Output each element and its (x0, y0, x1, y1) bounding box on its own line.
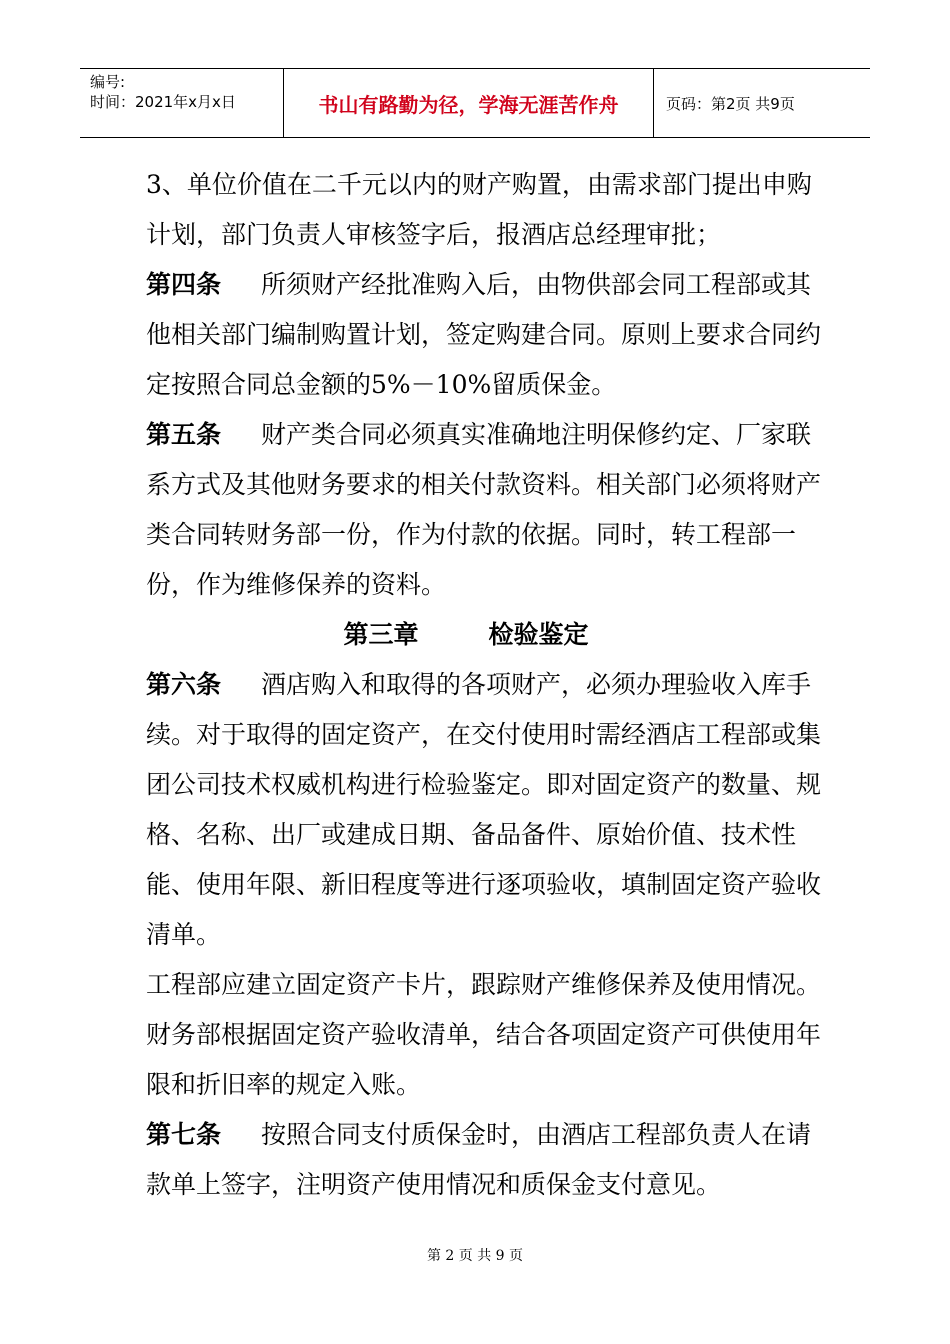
article-5-text: 财产类合同必须真实准确地注明保修约定、厂家联系方式及其他财务要求的相关付款资料。相关部门必须将财产类合同转财务部一份，作为付款的依据。同时，转工程部一份，作为维修保养的资料。 (146, 420, 822, 599)
article-6-text: 酒店购入和取得的各项财产，必须办理验收入库手续。对于取得的固定资产，在交付使用时需经酒店工程部或集团公司技术权威机构进行检验鉴定。即对固定资产的数量、规格、名称、出厂或建成日期、备品备件、原始价值、技术性能、使用年限、新旧程度等进行逐项验收，填制固定资产验收清单。 (146, 670, 822, 949)
article-4-text: 所须财产经批准购入后，由物供部会同工程部或其他相关部门编制购置计划，签定购建合同。原则上要求合同约定按照合同总金额的5%－10%留质保金。 (146, 270, 822, 399)
engineering-paragraph: 工程部应建立固定资产卡片，跟踪财产维修保养及使用情况。财务部根据固定资产验收清单，结合各项固定资产可供使用年限和折旧率的规定入账。 (146, 970, 822, 1099)
item-3-paragraph: 3、单位价值在二千元以内的财产购置，由需求部门提出申购计划，部门负责人审核签字后，报酒店总经理审批； (146, 170, 812, 249)
page-footer: 第 2 页 共 9 页 (426, 1248, 524, 1264)
article-4-label: 第四条 (146, 270, 222, 299)
article-5 (146, 410, 826, 610)
header-meta (80, 69, 284, 137)
article-7-label: 第七条 (146, 1120, 222, 1149)
chapter-title: 检验鉴定 (488, 620, 589, 649)
article-5-label: 第五条 (146, 420, 222, 449)
header-motto: 书山有路勤为径，学海无涯苦作舟 (284, 69, 654, 137)
article-7 (146, 1110, 826, 1210)
article-6 (146, 660, 826, 960)
time-label: 时间：2021年x月x日 (90, 93, 236, 111)
page-header (80, 68, 870, 138)
chapter-heading (146, 610, 826, 660)
article-4 (146, 260, 826, 410)
document-body (146, 160, 826, 1210)
chapter-number: 第三章 (343, 620, 419, 649)
article-6-label: 第六条 (146, 670, 222, 699)
header-page-code: 页码：第2页 共9页 (666, 94, 795, 113)
serial-label: 编号: (90, 73, 126, 91)
article-7-text: 按照合同支付质保金时，由酒店工程部负责人在请款单上签字，注明资产使用情况和质保金支付意见。 (146, 1120, 812, 1199)
